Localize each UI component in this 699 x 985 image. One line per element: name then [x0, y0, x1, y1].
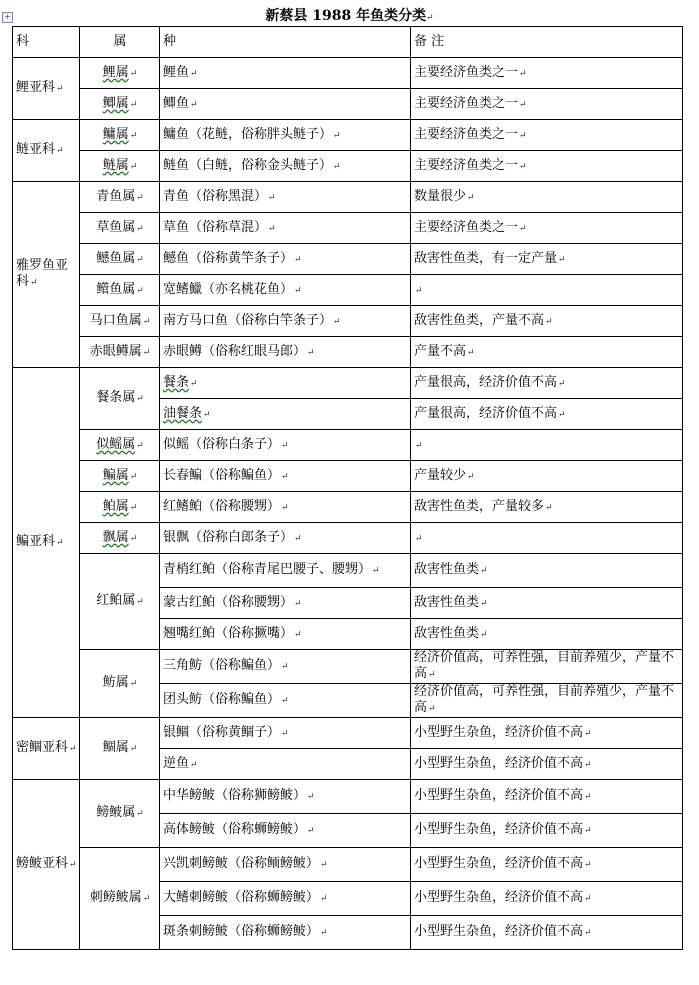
shu-cell [80, 244, 160, 275]
cell-text: 南方马口鱼（俗称白竿条子） [163, 312, 333, 328]
zhong-cell [160, 882, 411, 916]
paragraph-mark: ↵ [56, 146, 64, 156]
paragraph-mark: ↵ [558, 254, 566, 265]
cell-text: 鳙属 [102, 126, 129, 142]
zhong-cell [160, 848, 411, 882]
ke-cell [13, 368, 80, 718]
zhong-cell [160, 368, 411, 399]
table-row [13, 58, 683, 89]
zhong-cell [160, 749, 411, 780]
paragraph-mark: ↵ [136, 440, 144, 451]
cell-text: 青梢红鲌（俗称青尾巴腰子、腰甥） [163, 562, 372, 577]
beizhu-cell [411, 814, 683, 848]
paragraph-mark: ↵ [584, 894, 592, 904]
cell-text: 敌害性鱼类 [414, 594, 480, 610]
paragraph-mark: ↵ [467, 347, 475, 358]
shu-cell [80, 89, 160, 120]
zhong-cell [160, 306, 411, 337]
paragraph-mark: ↵ [558, 378, 566, 389]
cell-text: 中华鳑鲏（俗称狮鳑鲏） [163, 788, 307, 803]
shu-cell [80, 120, 160, 151]
beizhu-cell [411, 430, 683, 461]
cell-text: 鲢属 [102, 157, 129, 173]
paragraph-mark: ↵ [428, 704, 436, 714]
ke-cell [13, 58, 80, 120]
zhong-cell [160, 58, 411, 89]
paragraph-mark: ↵ [584, 860, 592, 870]
paragraph-mark: ↵ [372, 566, 380, 576]
paragraph-mark: ↵ [142, 894, 151, 904]
paragraph-mark: ↵ [519, 161, 527, 172]
header-beizhu: 备 注 [411, 27, 683, 58]
paragraph-mark: ↵ [268, 223, 276, 234]
cell-text: 产量很高，经济价值不高 [414, 405, 558, 421]
cell-text: 鲂属 [102, 675, 129, 690]
paragraph-mark: ↵ [584, 728, 592, 739]
beizhu-cell [411, 492, 683, 523]
header-zhong: 种 [160, 27, 411, 58]
paragraph-mark: ↵ [136, 223, 144, 234]
cell-text: 鲢亚科 [16, 142, 56, 157]
beizhu-cell [411, 650, 683, 684]
table-row [13, 275, 683, 306]
paragraph-mark: ↵ [190, 378, 198, 389]
cell-text: 产量不高 [414, 343, 467, 359]
header-ke: 科 [13, 27, 80, 58]
table-row [13, 337, 683, 368]
beizhu-cell [411, 275, 683, 306]
paragraph-mark: ↵ [190, 68, 198, 79]
zhong-cell [160, 337, 411, 368]
paragraph-mark: ↵ [307, 347, 315, 358]
zhong-cell [160, 523, 411, 554]
paragraph-mark: ↵ [333, 130, 341, 141]
beizhu-cell [411, 213, 683, 244]
shu-cell [80, 523, 160, 554]
cell-text: 鲫属 [102, 95, 129, 111]
cell-text: 小型野生杂鱼，经济价值不高 [414, 755, 584, 771]
cell-text: 鲌属 [102, 498, 129, 514]
table-row [13, 213, 683, 244]
cell-text: 小型野生杂鱼，经济价值不高 [414, 924, 584, 939]
zhong-cell [160, 684, 411, 718]
cell-text: 飘属 [102, 529, 129, 545]
shu-cell [80, 461, 160, 492]
table-move-handle-icon[interactable]: + [2, 12, 13, 23]
paragraph-mark: ↵ [190, 759, 198, 770]
paragraph-mark: ↵ [333, 316, 341, 327]
table-header-row [13, 27, 683, 58]
paragraph-mark: ↵ [56, 84, 64, 94]
zhong-cell [160, 430, 411, 461]
cell-text: 蒙古红鲌（俗称腰甥） [163, 594, 294, 610]
beizhu-cell [411, 337, 683, 368]
cell-text: 敌害性鱼类，产量较多 [414, 498, 545, 514]
paragraph-mark: ↵ [281, 440, 289, 451]
cell-text: 长春鳊（俗称鳊鱼） [163, 467, 281, 483]
table-row [13, 89, 683, 120]
paragraph-mark: ↵ [584, 759, 592, 770]
beizhu-cell [411, 399, 683, 430]
paragraph-mark: ↵ [519, 223, 527, 234]
cell-text: 小型野生杂鱼，经济价值不高 [414, 856, 584, 871]
paragraph-mark: ↵ [136, 394, 144, 404]
paragraph-mark: ↵ [294, 629, 302, 640]
paragraph-mark: ↵ [519, 99, 527, 110]
paragraph-mark: ↵ [136, 285, 144, 296]
cell-text: 赤眼鳟（俗称红眼马郎） [163, 343, 307, 359]
cell-text: 大鳍刺鳑鲏（俗称蛳鳑鲏） [163, 890, 320, 905]
paragraph-mark: ↵ [281, 471, 289, 482]
paragraph-mark: ↵ [480, 598, 488, 609]
paragraph-mark: ↵ [294, 533, 302, 544]
table-row [13, 368, 683, 399]
beizhu-cell [411, 684, 683, 718]
paragraph-mark: ↵ [333, 161, 341, 172]
cell-text: 主要经济鱼类之一 [414, 95, 519, 111]
shu-cell [80, 306, 160, 337]
paragraph-mark: ↵ [584, 826, 592, 836]
paragraph-mark: ↵ [268, 192, 276, 203]
table-row [13, 554, 683, 588]
zhong-cell [160, 275, 411, 306]
cell-text: 敌害性鱼类 [414, 625, 480, 641]
cell-text: 经济价值高，可养性强，目前养殖少，产量不高 [414, 650, 675, 681]
paragraph-mark: ↵ [519, 68, 527, 79]
paragraph-mark: ↵ [307, 792, 315, 802]
beizhu-cell [411, 749, 683, 780]
paragraph-mark: ↵ [281, 728, 289, 739]
shu-cell [80, 151, 160, 182]
shu-cell [80, 430, 160, 461]
paragraph-mark: ↵ [415, 440, 423, 451]
cell-text: 密鲴亚科 [16, 740, 69, 755]
cell-text: 餐条属 [96, 390, 136, 405]
paragraph-mark: ↵ [142, 347, 151, 358]
table-row [13, 182, 683, 213]
paragraph-mark: ↵ [281, 696, 289, 706]
cell-text: 鲢鱼（白鲢，俗称金头鲢子） [163, 157, 333, 173]
beizhu-cell [411, 882, 683, 916]
zhong-cell [160, 151, 411, 182]
table-row [13, 780, 683, 814]
cell-text: 主要经济鱼类之一 [414, 64, 519, 80]
paragraph-mark: ↵ [320, 860, 328, 870]
cell-text: 鳤鱼属 [96, 281, 136, 297]
paragraph-mark: ↵ [69, 744, 77, 754]
cell-text: 鲤亚科 [16, 80, 56, 95]
beizhu-cell [411, 244, 683, 275]
ke-cell [13, 718, 80, 780]
cell-text: 红鳍鲌（俗称腰甥） [163, 498, 281, 514]
paragraph-mark: ↵ [428, 670, 436, 680]
cell-text: 高体鳑鲏（俗称蛳鳑鲏） [163, 822, 307, 837]
cell-text: 翘嘴红鲌（俗称撅嘴） [163, 625, 294, 641]
beizhu-cell [411, 523, 683, 554]
shu-cell [80, 368, 160, 430]
ke-cell [13, 780, 80, 950]
paragraph-mark: ↵ [203, 409, 211, 420]
paragraph-mark: ↵ [136, 597, 144, 607]
beizhu-cell [411, 461, 683, 492]
paragraph-mark: ↵ [129, 68, 138, 79]
cell-text: 似鳐属 [96, 436, 136, 452]
table-row [13, 461, 683, 492]
header-shu: 属 [80, 27, 160, 58]
cell-text: 鲤属 [102, 64, 129, 80]
zhong-cell [160, 916, 411, 950]
cell-text: 银飘（俗称白郎条子） [163, 529, 294, 545]
beizhu-cell [411, 916, 683, 950]
paragraph-mark: ↵ [584, 792, 592, 802]
cell-text: 数量很少 [414, 188, 467, 204]
paragraph-mark: ↵ [69, 860, 77, 870]
paragraph-mark: ↵ [281, 662, 289, 672]
cell-text: 似鳐（俗称白条子） [163, 436, 281, 452]
zhong-cell [160, 814, 411, 848]
cell-text: 兴凯刺鳑鲏（俗称鲕鳑鲏） [163, 856, 320, 871]
shu-cell [80, 492, 160, 523]
cell-text: 青鱼（俗称黑混） [163, 188, 268, 204]
cell-text: 草鱼（俗称草混） [163, 219, 268, 235]
cell-text: 草鱼属 [96, 219, 136, 235]
beizhu-cell [411, 780, 683, 814]
cell-text: 鳑鲏属 [96, 805, 136, 820]
cell-text: 宽鳍鱲（亦名桃花鱼） [163, 281, 294, 297]
paragraph-mark: ↵ [129, 502, 138, 513]
paragraph-mark: ↵ [480, 629, 488, 640]
cell-text: 鳡鱼属 [96, 250, 136, 266]
zhong-cell [160, 554, 411, 588]
cell-text: 餐条 [163, 374, 190, 390]
zhong-cell [160, 399, 411, 430]
paragraph-mark: ↵ [142, 316, 151, 327]
table-row [13, 244, 683, 275]
beizhu-cell [411, 182, 683, 213]
shu-cell [80, 554, 160, 650]
cell-text: 团头鲂（俗称鳊鱼） [163, 692, 281, 707]
cell-text: 三角鲂（俗称鳊鱼） [163, 658, 281, 673]
beizhu-cell [411, 588, 683, 619]
paragraph-mark: ↵ [545, 316, 553, 327]
shu-cell [80, 213, 160, 244]
paragraph-mark: ↵ [467, 192, 475, 203]
cell-text: 刺鳑鲏属 [89, 890, 142, 905]
zhong-cell [160, 244, 411, 275]
page-title [0, 6, 699, 26]
shu-cell [80, 650, 160, 718]
shu-cell [80, 718, 160, 780]
paragraph-mark: ↵ [281, 502, 289, 513]
cell-text: 鲴属 [102, 740, 129, 755]
zhong-cell [160, 89, 411, 120]
paragraph-mark: ↵ [467, 471, 475, 482]
table-row [13, 306, 683, 337]
cell-text: 鳊亚科 [16, 534, 56, 549]
beizhu-cell [411, 151, 683, 182]
cell-text: 主要经济鱼类之一 [414, 157, 519, 173]
cell-text: 小型野生杂鱼，经济价值不高 [414, 724, 584, 740]
zhong-cell [160, 619, 411, 650]
cell-text: 鲤鱼 [163, 64, 190, 80]
paragraph-mark: ↵ [129, 99, 138, 110]
paragraph-mark: ↵ [320, 928, 328, 938]
cell-text: 赤眼鳟属 [89, 343, 142, 359]
beizhu-cell [411, 848, 683, 882]
cell-text: 小型野生杂鱼，经济价值不高 [414, 822, 584, 837]
beizhu-cell [411, 89, 683, 120]
paragraph-mark: ↵ [545, 502, 553, 513]
beizhu-cell [411, 120, 683, 151]
cell-text: 小型野生杂鱼，经济价值不高 [414, 788, 584, 803]
cell-text: 油餐条 [163, 405, 203, 421]
beizhu-cell [411, 368, 683, 399]
cell-text: 敌害性鱼类 [414, 562, 480, 577]
cell-text: 鲫鱼 [163, 95, 190, 111]
table-row [13, 430, 683, 461]
cell-text: 敌害性鱼类，有一定产量 [414, 250, 558, 266]
zhong-cell [160, 588, 411, 619]
paragraph-mark: ↵ [294, 285, 302, 296]
zhong-cell [160, 120, 411, 151]
cell-text: 逆鱼 [163, 755, 190, 771]
paragraph-mark: ↵ [136, 254, 144, 265]
shu-cell [80, 58, 160, 89]
zhong-cell [160, 461, 411, 492]
paragraph-mark: ↵ [415, 285, 423, 296]
paragraph-mark: ↵ [190, 99, 198, 110]
paragraph-mark: ↵ [519, 130, 527, 141]
cell-text: 红鲌属 [96, 593, 136, 608]
paragraph-mark: ↵ [30, 278, 38, 288]
cell-text: 鳑鲏亚科 [16, 856, 69, 871]
zhong-cell [160, 182, 411, 213]
cell-text: 主要经济鱼类之一 [414, 126, 519, 142]
paragraph-mark: ↵ [320, 894, 328, 904]
shu-cell [80, 848, 160, 950]
fish-classification-table [12, 26, 683, 950]
paragraph-mark: ↵ [294, 598, 302, 609]
title-text: 新蔡县 1988 年鱼类分类 [265, 8, 427, 24]
beizhu-cell [411, 306, 683, 337]
paragraph-mark: ↵ [56, 538, 64, 548]
paragraph-mark: ↵ [480, 566, 488, 576]
table-row [13, 492, 683, 523]
paragraph-mark: ↵ [426, 13, 434, 23]
beizhu-cell [411, 58, 683, 89]
paragraph-mark: ↵ [129, 130, 138, 141]
paragraph-mark: ↵ [136, 192, 144, 203]
cell-text: 产量较少 [414, 467, 467, 483]
table-row [13, 848, 683, 882]
beizhu-cell [411, 619, 683, 650]
zhong-cell [160, 213, 411, 244]
cell-text: 青鱼属 [96, 188, 136, 204]
beizhu-cell [411, 554, 683, 588]
cell-text: 斑条刺鳑鲏（俗称蛳鳑鲏） [163, 924, 320, 939]
paragraph-mark: ↵ [129, 471, 138, 482]
table-row [13, 650, 683, 684]
cell-text: 雅罗鱼亚科 [16, 258, 69, 289]
paragraph-mark: ↵ [415, 533, 423, 544]
paragraph-mark: ↵ [129, 679, 138, 689]
cell-text: 经济价值高，可养性强，目前养殖少，产量不高 [414, 684, 675, 715]
zhong-cell [160, 650, 411, 684]
paragraph-mark: ↵ [129, 744, 138, 754]
zhong-cell [160, 718, 411, 749]
paragraph-mark: ↵ [294, 254, 302, 265]
table-row [13, 120, 683, 151]
cell-text: 鳊属 [102, 467, 129, 483]
cell-text: 主要经济鱼类之一 [414, 219, 519, 235]
paragraph-mark: ↵ [584, 928, 592, 938]
ke-cell [13, 182, 80, 368]
shu-cell [80, 780, 160, 848]
cell-text: 敌害性鱼类，产量不高 [414, 312, 545, 328]
zhong-cell [160, 492, 411, 523]
cell-text: 银鲴（俗称黄鲴子） [163, 724, 281, 740]
paragraph-mark: ↵ [129, 161, 138, 172]
beizhu-cell [411, 718, 683, 749]
table-row [13, 523, 683, 554]
cell-text: 鳙鱼（花鲢，俗称胖头鲢子） [163, 126, 333, 142]
cell-text: 马口鱼属 [89, 312, 142, 328]
paragraph-mark: ↵ [136, 809, 144, 819]
table-row [13, 718, 683, 749]
shu-cell [80, 182, 160, 213]
zhong-cell [160, 780, 411, 814]
paragraph-mark: ↵ [558, 409, 566, 420]
paragraph-mark: ↵ [307, 826, 315, 836]
cell-text: 鳡鱼（俗称黄竿条子） [163, 250, 294, 266]
ke-cell [13, 120, 80, 182]
paragraph-mark: ↵ [129, 533, 138, 544]
shu-cell [80, 275, 160, 306]
shu-cell [80, 337, 160, 368]
cell-text: 产量很高，经济价值不高 [414, 374, 558, 390]
table-row [13, 151, 683, 182]
cell-text: 小型野生杂鱼，经济价值不高 [414, 890, 584, 905]
